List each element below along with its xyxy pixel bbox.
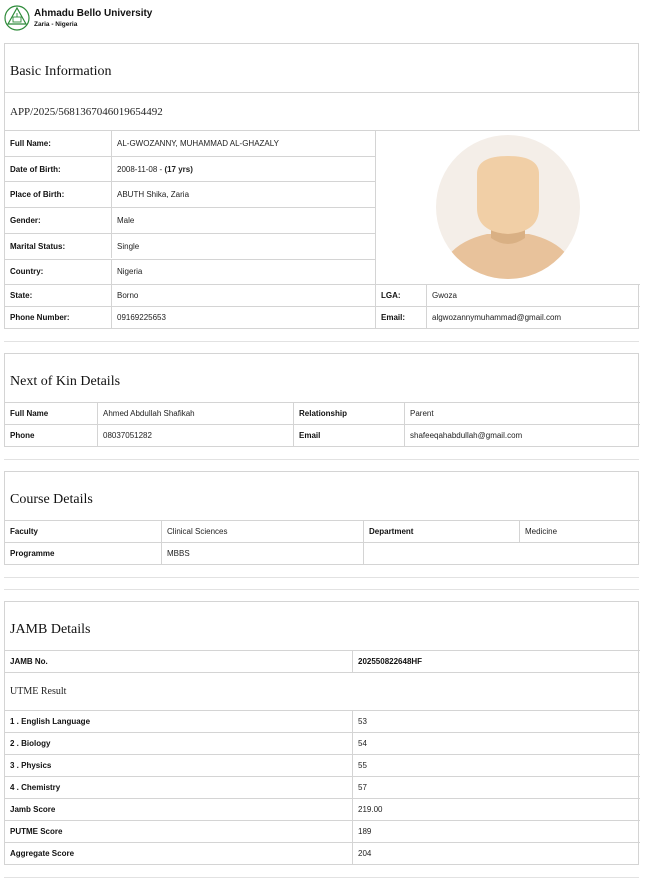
- basic-info-label: Date of Birth:: [5, 156, 111, 182]
- utme-result-label: 3 . Physics: [5, 754, 352, 776]
- applicant-avatar: [435, 134, 581, 280]
- kin-name-value: Ahmed Abdullah Shafikah: [97, 402, 293, 424]
- utme-result-label: 1 . English Language: [5, 710, 352, 732]
- application-number: APP/2025/5681367046019654492: [5, 92, 640, 130]
- basic-info-value-text: Nigeria: [117, 267, 143, 277]
- section-title-basic: Basic Information: [10, 64, 112, 79]
- state-value: Borno: [111, 284, 375, 306]
- divider: [4, 577, 639, 578]
- basic-info-value-text: Single: [117, 241, 140, 251]
- basic-info-value: [111, 156, 375, 182]
- basic-info-row: [5, 156, 375, 182]
- programme-label: Programme: [5, 542, 161, 564]
- kin-relationship-label: Relationship: [293, 402, 404, 424]
- phone-email-row: [5, 306, 640, 328]
- basic-info-value-text: Male: [117, 215, 135, 225]
- utme-result-row: [5, 842, 640, 864]
- divider: [4, 877, 639, 878]
- kin-row-2: [5, 424, 640, 446]
- basic-info-row: [5, 130, 375, 156]
- utme-result-row: [5, 732, 640, 754]
- utme-result-value: 53: [352, 710, 640, 732]
- basic-info-value-text: ABUTH Shika, Zaria: [117, 190, 190, 200]
- lga-label: LGA:: [375, 284, 426, 306]
- basic-info-value: [111, 130, 375, 156]
- lga-value: Gwoza: [426, 284, 640, 306]
- divider: [4, 459, 639, 460]
- state-label: State:: [5, 284, 111, 306]
- section-title-course: Course Details: [10, 492, 93, 507]
- utme-result-row: [5, 798, 640, 820]
- basic-info-label: Country:: [5, 259, 111, 285]
- jamb-number-row: [5, 650, 640, 672]
- utme-result-value: 55: [352, 754, 640, 776]
- next-of-kin-card: [4, 353, 639, 447]
- jamb-number-label: JAMB No.: [5, 650, 352, 672]
- basic-info-row: [5, 207, 375, 233]
- basic-info-value: [111, 233, 375, 259]
- course-row-1: [5, 520, 640, 542]
- basic-info-row: [5, 233, 375, 259]
- utme-result-value: 57: [352, 776, 640, 798]
- applicant-photo-cell: [375, 130, 640, 284]
- utme-title-row: [5, 672, 640, 710]
- empty-cell: [363, 542, 640, 564]
- kin-email-label: Email: [293, 424, 404, 446]
- course-row-2: [5, 542, 640, 564]
- utme-result-title: UTME Result: [5, 672, 640, 710]
- jamb-details-card: [4, 601, 639, 865]
- university-location: Zaria - Nigeria: [34, 20, 78, 28]
- university-header: [4, 4, 152, 32]
- utme-result-label: 2 . Biology: [5, 732, 352, 754]
- state-lga-row: [5, 284, 640, 306]
- university-name: Ahmadu Bello University: [34, 7, 153, 19]
- basic-info-row: [5, 259, 375, 285]
- kin-relationship-value: Parent: [404, 402, 640, 424]
- basic-info-value: [111, 207, 375, 233]
- section-title-jamb: JAMB Details: [10, 622, 91, 637]
- basic-info-value-text: 2008-11-08 -: [117, 164, 165, 174]
- faculty-value: Clinical Sciences: [161, 520, 363, 542]
- basic-info-value: [111, 181, 375, 207]
- basic-info-label: Gender:: [5, 207, 111, 233]
- utme-result-label: Aggregate Score: [5, 842, 352, 864]
- utme-result-row: [5, 710, 640, 732]
- email-label: Email:: [375, 306, 426, 328]
- phone-value: 09169225653: [111, 306, 375, 328]
- basic-info-label: Place of Birth:: [5, 181, 111, 207]
- utme-result-row: [5, 776, 640, 798]
- basic-info-row: [5, 181, 375, 207]
- divider: [4, 589, 639, 590]
- kin-row-1: [5, 402, 640, 424]
- course-details-card: [4, 471, 639, 565]
- faculty-label: Faculty: [5, 520, 161, 542]
- utme-result-row: [5, 754, 640, 776]
- utme-result-value: 219.00: [352, 798, 640, 820]
- utme-result-value: 204: [352, 842, 640, 864]
- age-value: (17 yrs): [164, 164, 193, 174]
- basic-info-label: Marital Status:: [5, 233, 111, 259]
- kin-name-label: Full Name: [5, 402, 97, 424]
- email-value: algwozannymuhammad@gmail.com: [426, 306, 640, 328]
- utme-result-label: 4 . Chemistry: [5, 776, 352, 798]
- kin-email-value: shafeeqahabdullah@gmail.com: [404, 424, 640, 446]
- jamb-number-value: 202550822648HF: [352, 650, 640, 672]
- basic-information-card: [4, 43, 639, 329]
- utme-result-value: 54: [352, 732, 640, 754]
- utme-result-label: Jamb Score: [5, 798, 352, 820]
- phone-label: Phone Number:: [5, 306, 111, 328]
- basic-info-value: [111, 259, 375, 285]
- utme-result-value: 189: [352, 820, 640, 842]
- programme-value: MBBS: [161, 542, 363, 564]
- kin-phone-value: 08037051282: [97, 424, 293, 446]
- kin-phone-label: Phone: [5, 424, 97, 446]
- section-title-kin: Next of Kin Details: [10, 374, 121, 389]
- utme-result-row: [5, 820, 640, 842]
- department-value: Medicine: [519, 520, 640, 542]
- basic-info-label: Full Name:: [5, 130, 111, 156]
- basic-info-value-text: AL-GWOZANNY, MUHAMMAD AL-GHAZALY: [117, 138, 279, 148]
- utme-result-label: PUTME Score: [5, 820, 352, 842]
- divider: [4, 341, 639, 342]
- university-logo-icon: [4, 5, 30, 31]
- department-label: Department: [363, 520, 519, 542]
